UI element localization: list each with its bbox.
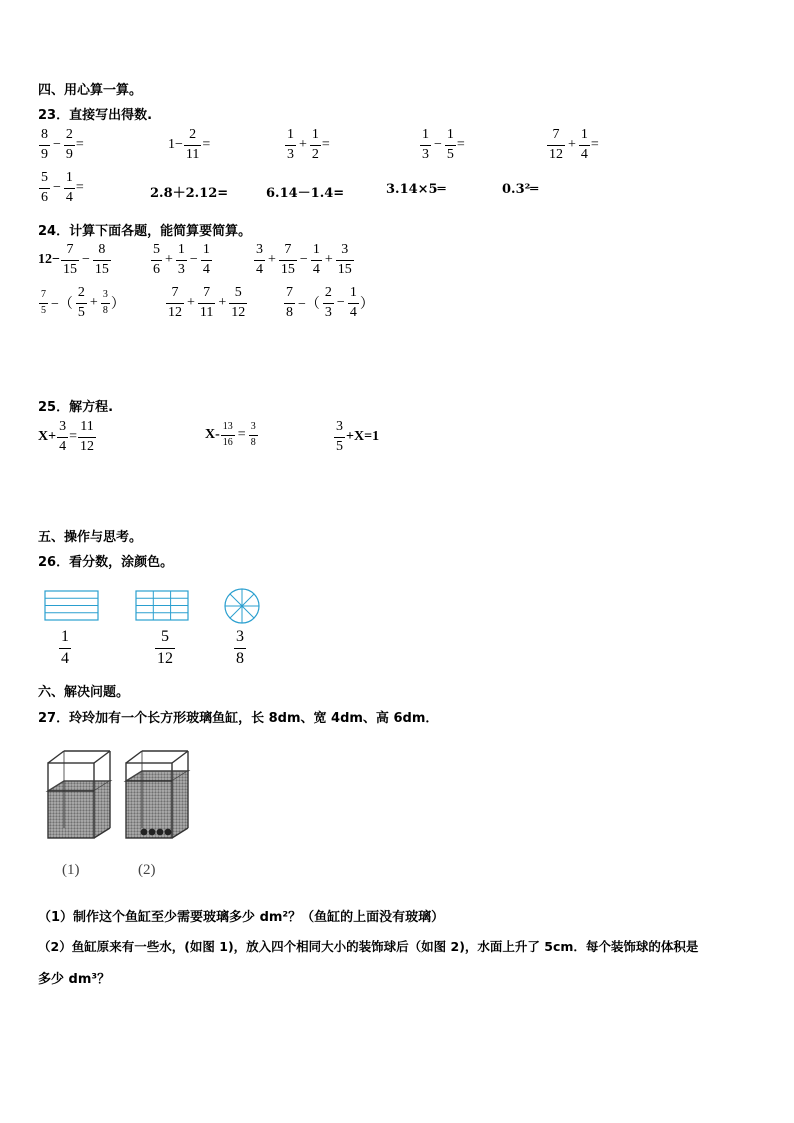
q25-title: 25．解方程. <box>38 400 114 415</box>
q23-expr-7: 2.8＋2.12= <box>150 186 229 201</box>
q26-fraction-2: $\frac{5}{12}$ <box>157 628 173 667</box>
figure-label-1: (1) <box>62 862 80 878</box>
q27-sub-question-1: （1）制作这个鱼缸至少需要玻璃多少 dm²？（鱼缸的上面没有玻璃） <box>38 910 445 925</box>
q24-expr-5: $\frac{7}{12}$ + $\frac{7}{11}$ + $\frac{5}{12}$ <box>168 285 246 320</box>
figure-striped-rectangle[interactable] <box>44 590 100 622</box>
figure-grid-rectangle[interactable] <box>135 590 191 622</box>
q27-sub-question-2-line-2: 多少 dm³？ <box>38 972 111 987</box>
q23-expr-10: 0.3²═ <box>502 182 539 197</box>
q24-title: 24．计算下面各题，能简算要简算。 <box>38 224 252 239</box>
q23-expr-3: $\frac{1}{3}$ + $\frac{1}{2}$ = <box>287 127 330 162</box>
q23-expr-2: 1− $\frac{2}{11}$ = <box>168 127 211 162</box>
q24-expr-6: $\frac{7}{8}$ −（ $\frac{2}{3}$ − $\frac{1}{4}$ ） <box>286 285 374 320</box>
q23-expr-6: $\frac{5}{6}$ − $\frac{1}{4}$ = <box>41 170 84 205</box>
q23-expr-4: $\frac{1}{3}$ − $\frac{1}{5}$ = <box>422 127 465 162</box>
q26-title: 26．看分数，涂颜色。 <box>38 555 174 570</box>
q25-equation-1: X+ $\frac{3}{4}$ = $\frac{11}{12}$ <box>38 419 94 454</box>
figure-circle-eighths[interactable] <box>223 587 261 625</box>
q24-expr-3: $\frac{3}{4}$ + $\frac{7}{15}$ − $\frac{1}{4}$ + $\frac{3}{15}$ <box>256 242 352 277</box>
figure-label-2: (2) <box>138 862 156 878</box>
q25-equation-3: $\frac{3}{5}$ +X=1 <box>336 419 380 454</box>
q24-expr-2: $\frac{5}{6}$ + $\frac{1}{3}$ − $\frac{1}{4}$ <box>153 242 210 277</box>
q23-title: 23．直接写出得数. <box>38 108 153 123</box>
q24-expr-1: 12− $\frac{7}{15}$ − $\frac{8}{15}$ <box>38 242 109 277</box>
fish-tank-1 <box>48 751 110 838</box>
q24-expr-4: $\frac{7}{5}$ −（ $\frac{2}{5}$ + $\frac{3}{8}$ ） <box>41 285 125 320</box>
section-5-title: 五、操作与思考。 <box>38 530 143 545</box>
q25-equation-2: X- $\frac{13}{16}$ = $\frac{3}{8}$ <box>205 421 256 448</box>
q23-expr-8: 6.14－1.4= <box>266 186 345 201</box>
section-6-title: 六、解决问题。 <box>38 685 130 700</box>
q26-fraction-3: $\frac{3}{8}$ <box>236 628 244 667</box>
q26-fraction-1: $\frac{1}{4}$ <box>61 628 69 667</box>
q27-sub-question-2-line-1: （2）鱼缸原来有一些水，(如图 1)，放入四个相同大小的装饰球后（如图 2)，水面上升了 5cm．每个装饰球的体积是 <box>38 939 699 954</box>
fish-tank-2 <box>126 751 188 838</box>
q27-title: 27．玲玲加有一个长方形玻璃鱼缸，长 8dm、宽 4dm、高 6dm． <box>38 711 439 726</box>
q23-expr-1: $\frac{8}{9}$ − $\frac{2}{9}$ = <box>41 127 84 162</box>
section-4-title: 四、用心算一算。 <box>38 83 143 98</box>
q23-expr-9: 3.14×5═ <box>386 182 446 197</box>
q23-expr-5: $\frac{7}{12}$ + $\frac{1}{4}$ = <box>549 127 599 162</box>
fish-tank-figures <box>42 745 202 845</box>
